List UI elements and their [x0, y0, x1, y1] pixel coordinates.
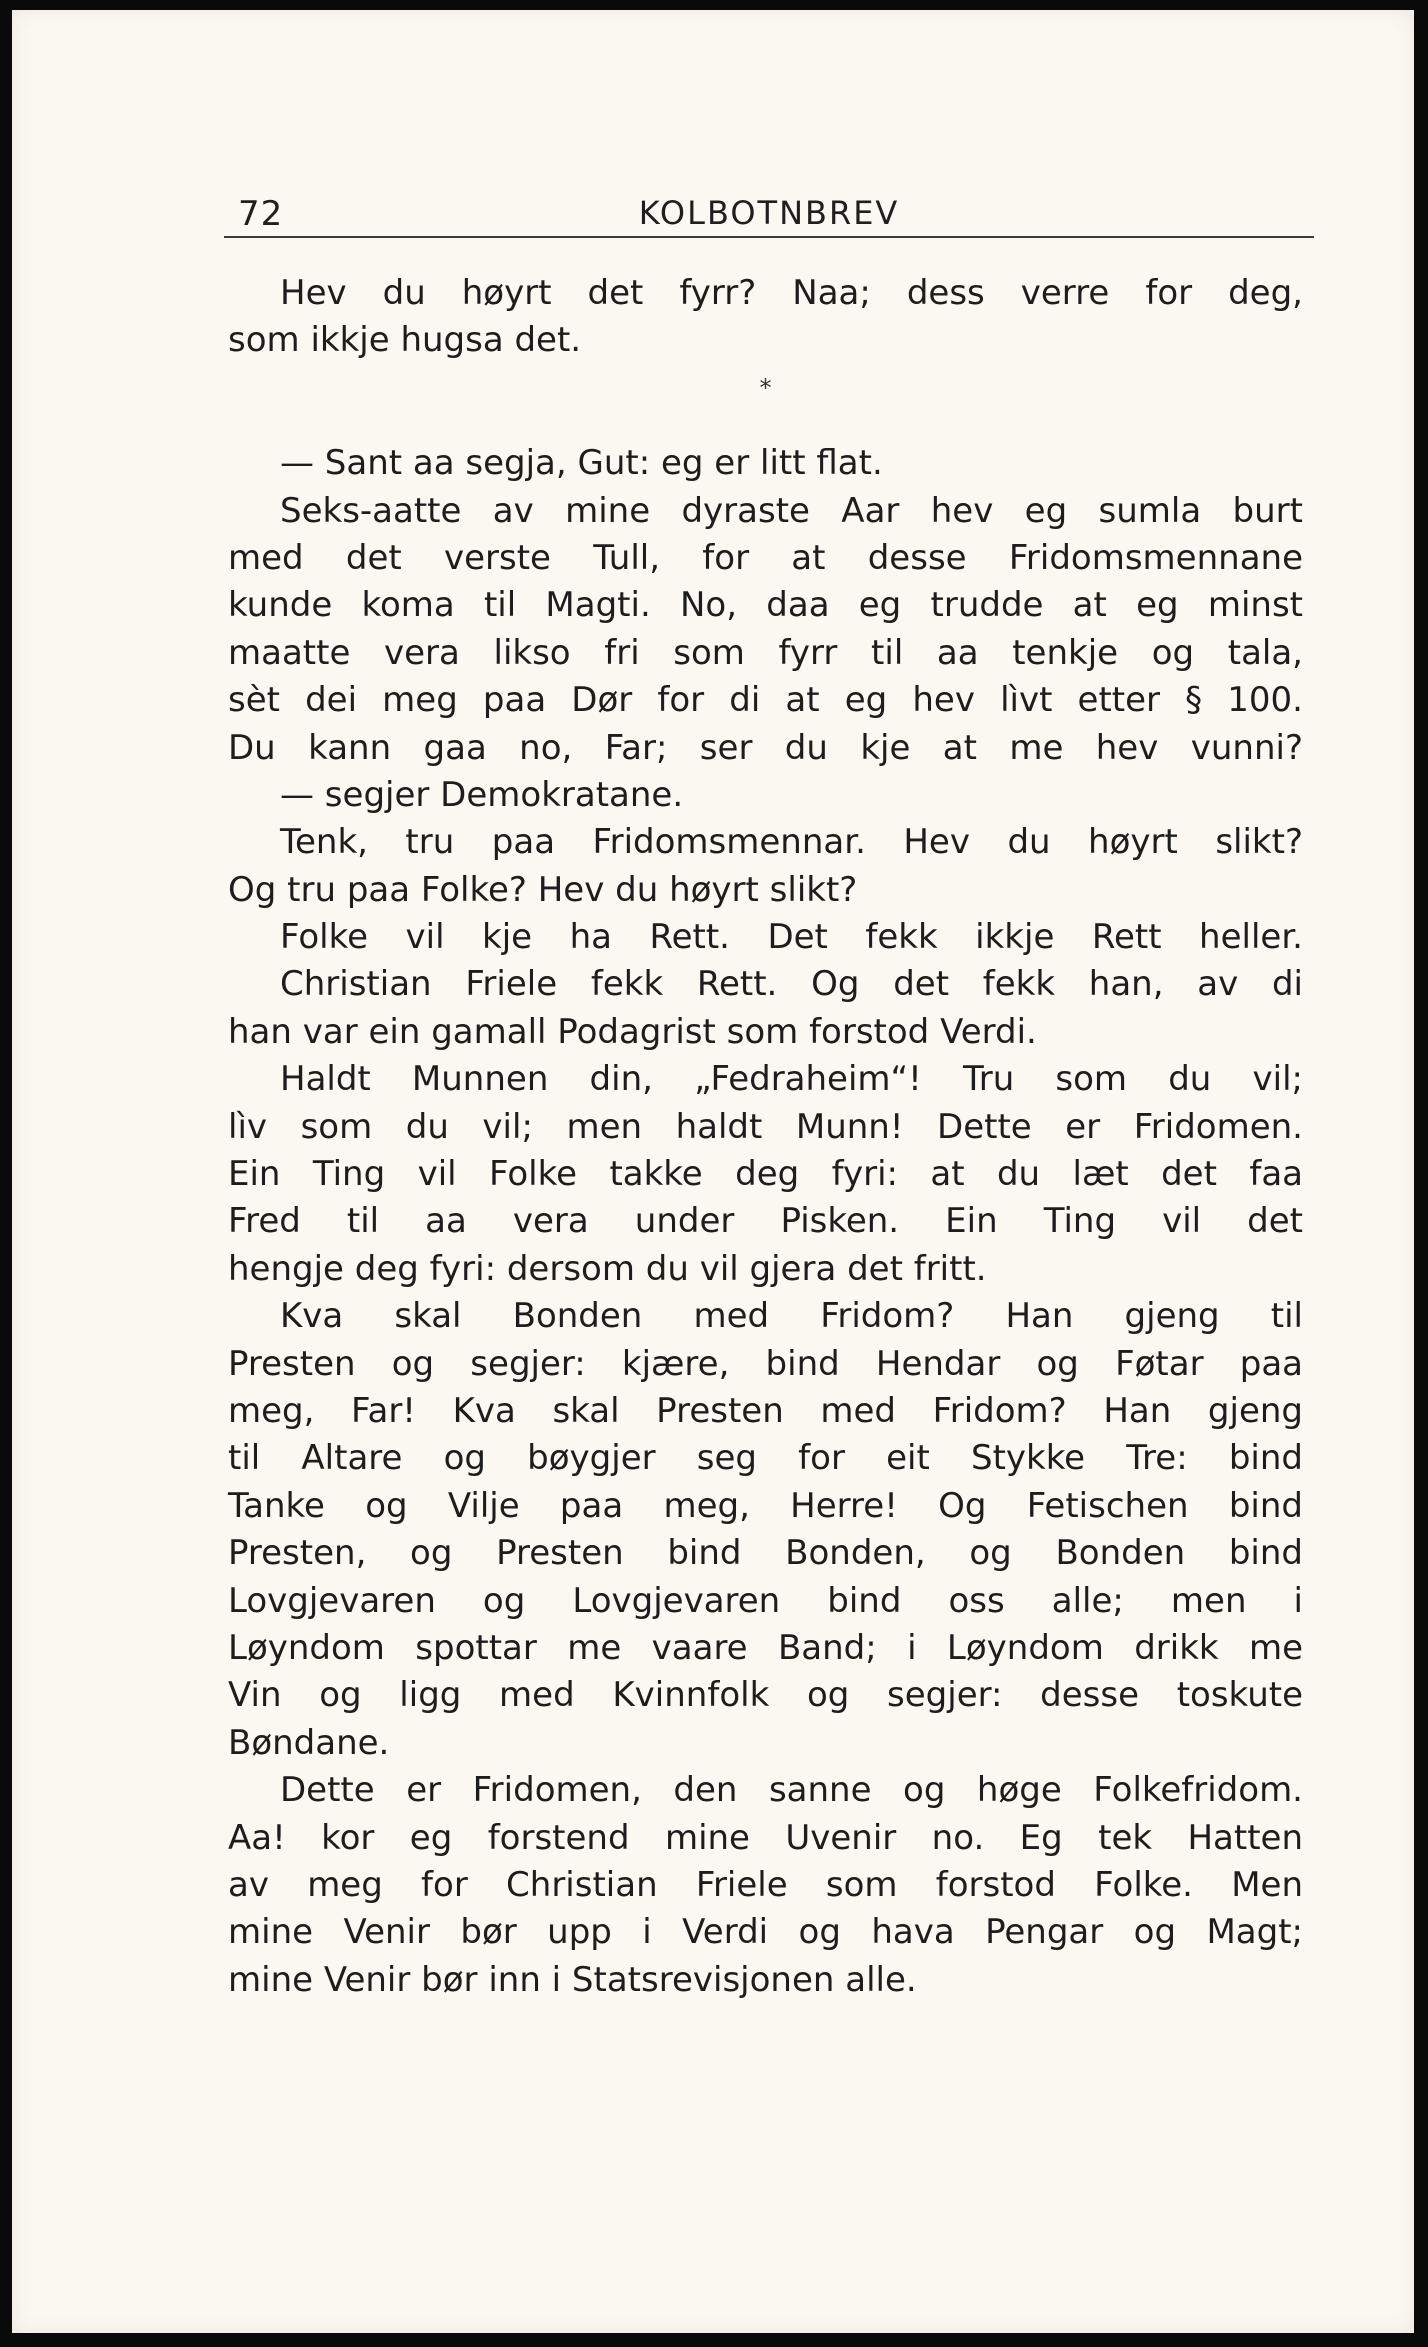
- text-line: Christian Friele fekk Rett. Og det fekk han, av di: [280, 964, 1303, 1005]
- text-line: Aa! kor eg forstend mine Uvenir no. Eg tek Hatten: [228, 1817, 1303, 1858]
- text-line: kunde koma til Magti. No, daa eg trudde at eg minst: [228, 585, 1303, 626]
- text-line: Hev du høyrt det fyrr? Naa; dess verre for deg,: [280, 273, 1303, 313]
- page-number: 72: [238, 194, 284, 234]
- text-line: av meg for Christian Friele som forstod Folke. Men: [228, 1864, 1303, 1905]
- text-line: han var ein gamall Podagrist som forstod Verdi.: [228, 1011, 1037, 1052]
- text-line: Folke vil kje ha Rett. Det fekk ikkje Rett heller.: [280, 917, 1303, 958]
- text-line: maatte vera likso fri som fyrr til aa tenkje og tala,: [228, 632, 1303, 673]
- page-header: [224, 180, 1314, 238]
- text-line: lìv som du vil; men haldt Munn! Dette er Fridomen.: [228, 1106, 1303, 1147]
- text-line: som ikkje hugsa det.: [228, 320, 582, 361]
- text-line: Tenk, tru paa Fridomsmennar. Hev du høyrt slikt?: [280, 822, 1303, 863]
- text-line: Presten, og Presten bind Bonden, og Bonden bind: [228, 1533, 1303, 1574]
- text-line: med det verste Tull, for at desse Fridomsmennane: [228, 537, 1303, 578]
- running-title: KOLBOTNBREV: [638, 194, 900, 232]
- text-line: Bøndane.: [228, 1722, 390, 1763]
- text-line: Lovgjevaren og Lovgjevaren bind oss alle; men i: [228, 1580, 1303, 1621]
- text-line: meg, Far! Kva skal Presten med Fridom? Han gjeng: [228, 1390, 1303, 1431]
- text-line: til Altare og bøygjer seg for eit Stykke Tre: bind: [228, 1438, 1303, 1479]
- text-line: Presten og segjer: kjære, bind Hendar og Føtar paa: [228, 1343, 1303, 1384]
- text-line: sèt dei meg paa Dør for di at eg hev lìvt etter § 100.: [228, 680, 1303, 721]
- text-line: Løyndom spottar me vaare Band; i Løyndom drikk me: [228, 1627, 1303, 1668]
- text-line: Kva skal Bonden med Fridom? Han gjeng til: [280, 1296, 1303, 1337]
- text-line: Seks-aatte av mine dyraste Aar hev eg sumla burt: [280, 490, 1303, 531]
- section-separator: *: [759, 373, 772, 402]
- text-line: — segjer Demokratane.: [280, 774, 684, 815]
- text-line: Fred til aa vera under Pisken. Ein Ting vil det: [228, 1201, 1303, 1242]
- text-line: Ein Ting vil Folke takke deg fyri: at du læt det faa: [228, 1154, 1303, 1195]
- text-line: Dette er Fridomen, den sanne og høge Folkefridom.: [280, 1770, 1303, 1811]
- text-line: Og tru paa Folke? Hev du høyrt slikt?: [228, 869, 858, 910]
- text-line: hengje deg fyri: dersom du vil gjera det fritt.: [228, 1248, 987, 1289]
- text-line: Tanke og Vilje paa meg, Herre! Og Fetischen bind: [228, 1485, 1303, 1526]
- text-line: Du kann gaa no, Far; ser du kje at me hev vunni?: [228, 727, 1303, 768]
- text-line: mine Venir bør upp i Verdi og hava Pengar og Magt;: [228, 1912, 1303, 1953]
- text-line: Haldt Munnen din, „Fedraheim“! Tru som du vil;: [280, 1059, 1303, 1100]
- text-line: mine Venir bør inn i Statsrevisjonen alle.: [228, 1959, 917, 2000]
- text-line: — Sant aa segja, Gut: eg er litt flat.: [280, 443, 883, 484]
- text-line: Vin og ligg med Kvinnfolk og segjer: desse toskute: [228, 1675, 1303, 1716]
- body-text: [228, 270, 1303, 2004]
